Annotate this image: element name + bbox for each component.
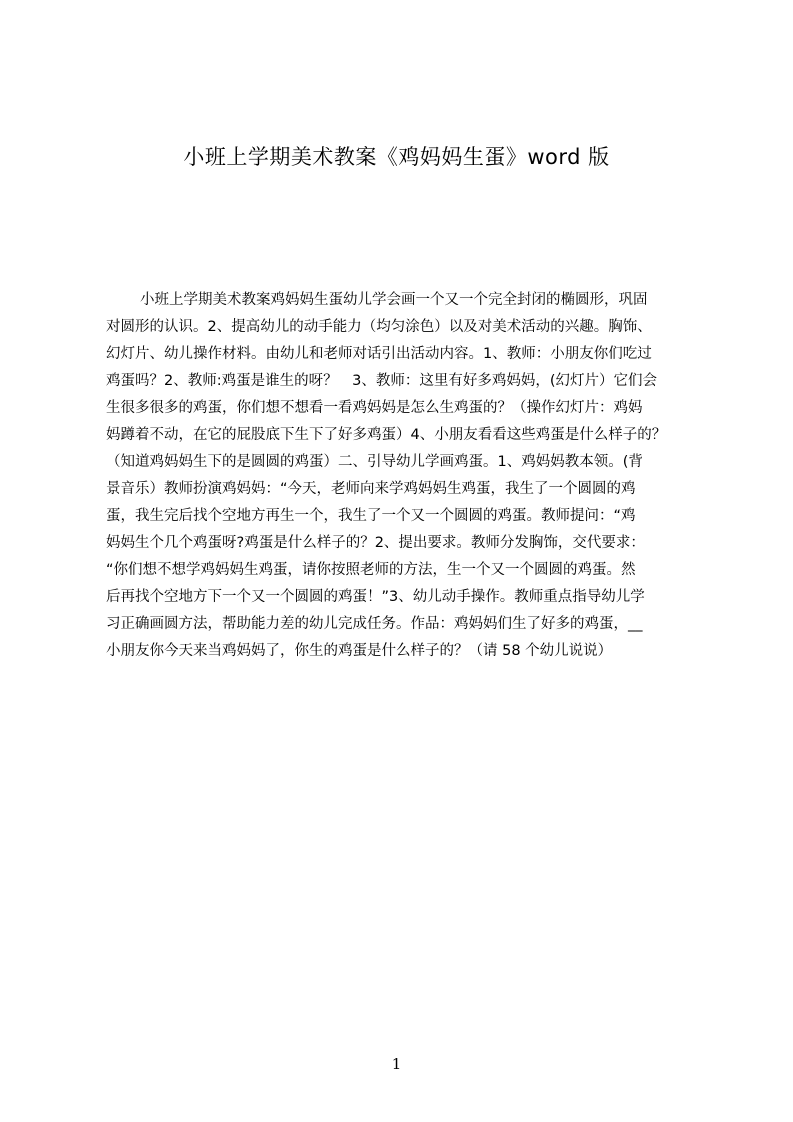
body-line: 小班上学期美术教案鸡妈妈生蛋幼儿学会画一个又一个完全封闭的椭圆形，巩固 [140, 292, 648, 308]
page-number: 1 [391, 1055, 402, 1073]
document-title: 小班上学期美术教案《鸡妈妈生蛋》word 版 [183, 145, 610, 169]
body-line: 妈蹲着不动，在它的屁股底下生下了好多鸡蛋）4、小朋友看看这些鸡蛋是什么样子的？ [106, 427, 667, 443]
body-line: 生很多很多的鸡蛋，你们想不想看一看鸡妈妈是怎么生鸡蛋的？（操作幻灯片：鸡妈 [106, 400, 643, 416]
body-line: （知道鸡妈妈生下的是圆圆的鸡蛋）二、引导幼儿学画鸡蛋。1、鸡妈妈教本领。(背 [106, 454, 643, 470]
body-line: 景音乐）教师扮演鸡妈妈：“今天，老师向来学鸡妈妈生鸡蛋，我生了一个圆圆的鸡 [106, 481, 636, 497]
body-line: “你们想不想学鸡妈妈生鸡蛋，请你按照老师的方法，生一个又一个圆圆的鸡蛋。然 [106, 562, 636, 578]
body-paragraph [106, 287, 698, 665]
body-line: 后再找个空地方下一个又一个圆圆的鸡蛋！”3、幼儿动手操作。教师重点指导幼儿学 [106, 589, 645, 605]
body-line: 小朋友你今天来当鸡妈妈了，你生的鸡蛋是什么样子的？（请 58 个幼儿说说） [106, 643, 613, 659]
body-line: 蛋，我生完后找个空地方再生一个，我生了一个又一个圆圆的鸡蛋。教师提问：“鸡 [106, 508, 636, 524]
body-line: 幻灯片、幼儿操作材料。由幼儿和老师对话引出活动内容。1、教师：小朋友你们吃过 [106, 346, 652, 362]
body-line: 妈妈生个几个鸡蛋呀?鸡蛋是什么样子的？2、提出要求。教师分发胸饰，交代要求： [106, 535, 645, 551]
body-line: 鸡蛋吗？2、教师:鸡蛋是谁生的呀？ 3、教师：这里有好多鸡妈妈，(幻灯片）它们会 [106, 373, 657, 389]
body-line: 对圆形的认识。2、提高幼儿的动手能力（均匀涂色）以及对美术活动的兴趣。胸饰、 [106, 319, 652, 335]
body-line: 习正确画圆方法，帮助能力差的幼儿完成任务。作品：鸡妈妈们生了好多的鸡蛋，__ [106, 616, 643, 632]
